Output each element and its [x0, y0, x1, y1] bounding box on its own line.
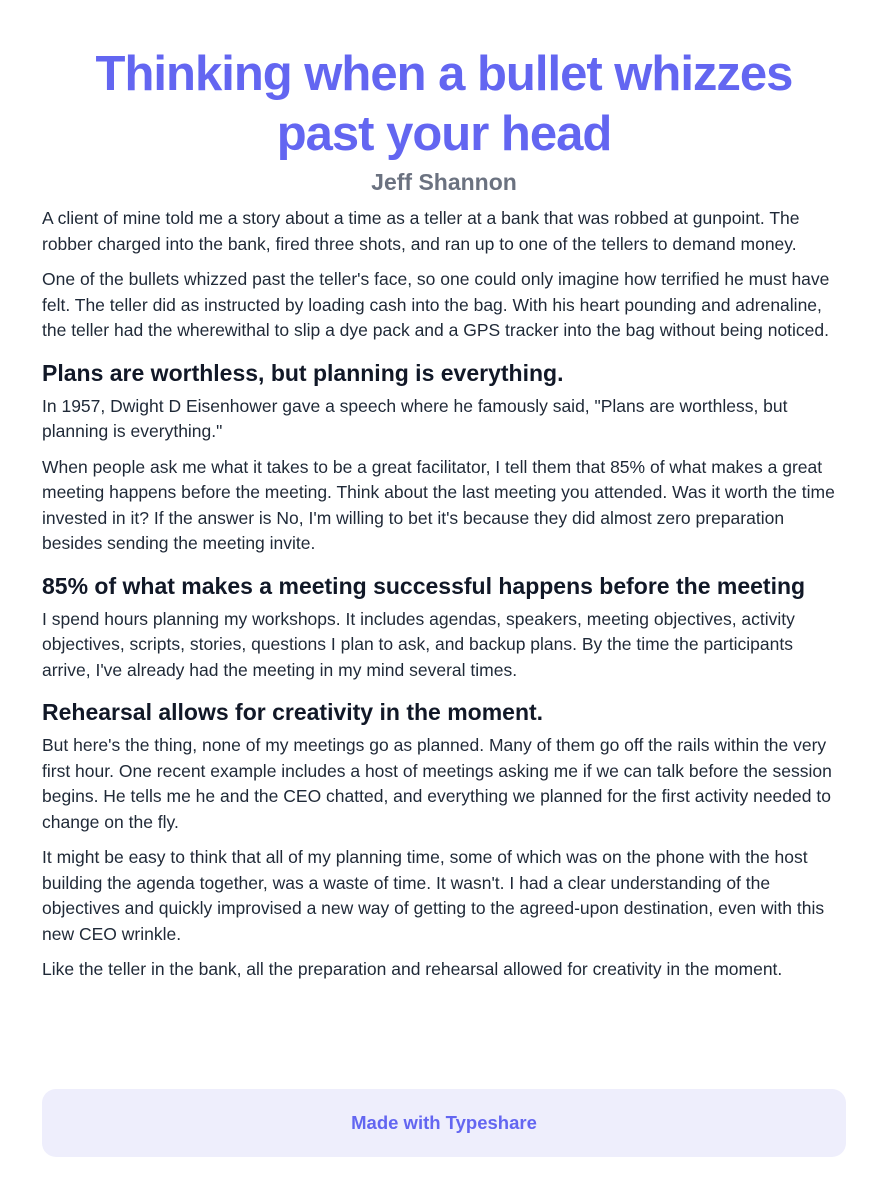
footer-label: Made with Typeshare [351, 1112, 537, 1133]
typeshare-footer-badge[interactable] [42, 1089, 846, 1157]
paragraph: I spend hours planning my workshops. It includes agendas, speakers, meeting objectives, activity objectives, scripts, stories, questions I plan to ask, and backup plans. By the time the participants arrive, I've already had the meeting in my mind several times. [42, 608, 795, 680]
paragraph: It might be easy to think that all of my planning time, some of which was on the phone with the host building the agenda together, was a waste of time. It wasn't. I had a clear understanding of the objectives and quickly improvised a new way of getting to the agreed-upon destination, even with this new CEO wrinkle. [42, 847, 825, 944]
paragraph: Like the teller in the bank, all the preparation and rehearsal allowed for creativity in the moment. [42, 959, 783, 979]
paragraph: A client of mine told me a story about a time as a teller at a bank that was robbed at gunpoint. The robber charged into the bank, fired three shots, and ran up to one of the tellers to demand money. [42, 208, 800, 254]
section-heading: Rehearsal allows for creativity in the moment. [42, 699, 544, 725]
paragraph: When people ask me what it takes to be a great facilitator, I tell them that 85% of what makes a great meeting happens before the meeting. Think about the last meeting you attended. Was it worth the time invested in it? If the answer is No, I'm willing to bet it's because they did almost zero preparation besides sending the meeting invite. [42, 456, 835, 553]
article [42, 0, 846, 993]
section-heading: 85% of what makes a meeting successful happens before the meeting [42, 572, 806, 599]
section-heading: Plans are worthless, but planning is everything. [42, 359, 564, 386]
article-title: Thinking when a bullet whizzes past your head [95, 47, 793, 161]
article-author: Jeff Shannon [371, 169, 517, 195]
paragraph: One of the bullets whizzed past the teller's face, so one could only imagine how terrified he must have felt. The teller did as instructed by loading cash into the bag. With his heart pounding and adrenaline, the teller had the wherewithal to slip a dye pack and a GPS tracker into the bag without being noticed. [42, 269, 830, 340]
paragraph: But here's the thing, none of my meetings go as planned. Many of them go off the rails within the very first hour. One recent example includes a host of meetings asking me if we can talk before the session begins. He tells me he and the CEO chatted, and everything we planned for the first activity needed to change on the fly. [42, 735, 832, 832]
paragraph: In 1957, Dwight D Eisenhower gave a speech where he famously said, "Plans are worthless, but planning is everything." [42, 395, 788, 441]
